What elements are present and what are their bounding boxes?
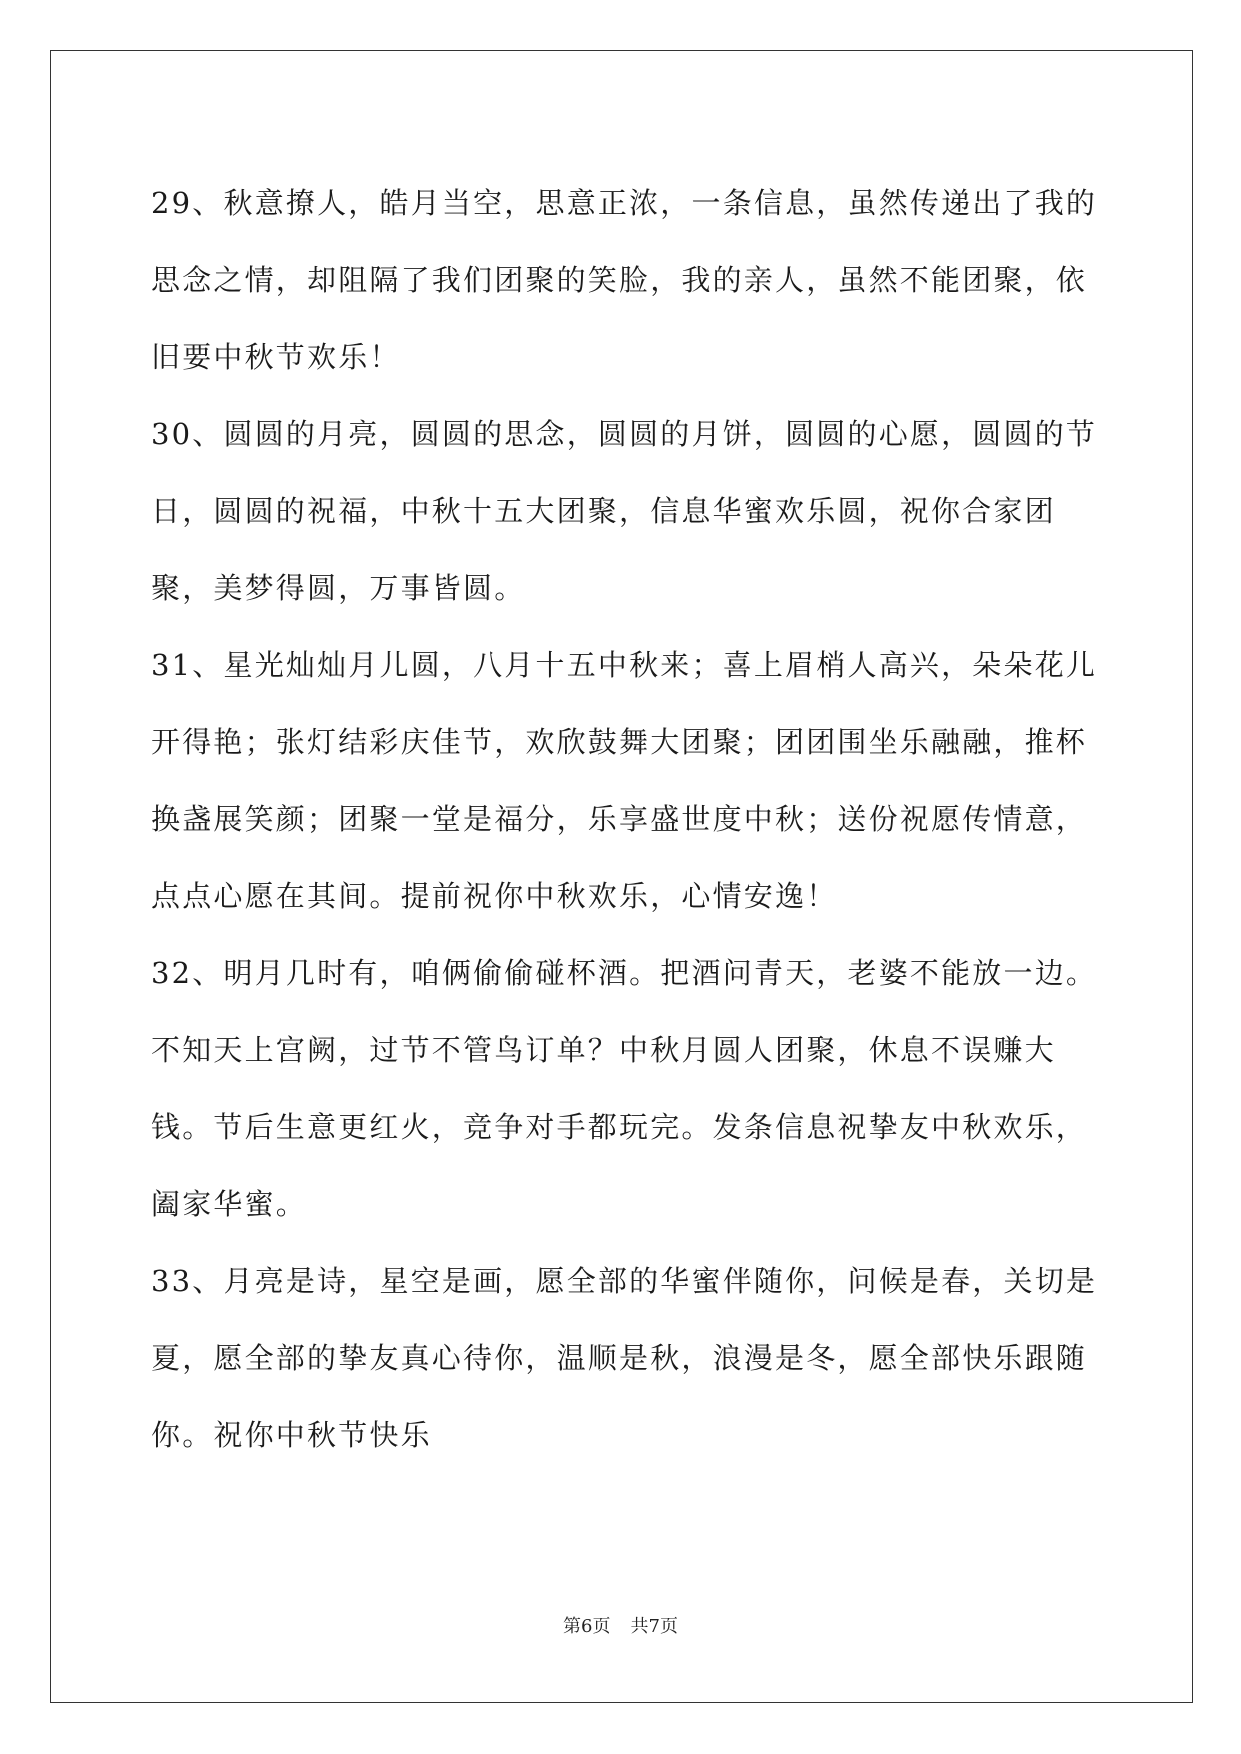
paragraph-33: 33、月亮是诗，星空是画，愿全部的华蜜伴随你，问候是春，关切是夏，愿全部的挚友真心待你，温顺是秋，浪漫是冬，愿全部快乐跟随你。祝你中秋节快乐: [151, 1264, 1098, 1452]
paragraph-29: 29、秋意撩人，皓月当空，思意正浓，一条信息，虽然传递出了我的思念之情，却阻隔了我们团聚的笑脸，我的亲人，虽然不能团聚，依旧要中秋节欢乐！: [151, 186, 1098, 374]
page-number: 第6页: [563, 1616, 611, 1637]
page-footer: [0, 1612, 1241, 1638]
document-body: [151, 165, 1111, 1474]
paragraph-32: 32、明月几时有，咱俩偷偷碰杯酒。把酒问青天，老婆不能放一边。不知天上宫阙，过节不管鸟订单？中秋月圆人团聚，休息不误赚大钱。节后生意更红火，竞争对手都玩完。发条信息祝挚友中秋欢乐，阖家华蜜。: [151, 956, 1098, 1221]
paragraph-31: 31、星光灿灿月儿圆，八月十五中秋来；喜上眉梢人高兴，朵朵花儿开得艳；张灯结彩庆佳节，欢欣鼓舞大团聚；团团围坐乐融融，推杯换盏展笑颜；团聚一堂是福分，乐享盛世度中秋；送份祝愿传情意，点点心愿在其间。提前祝你中秋欢乐，心情安逸！: [151, 648, 1098, 913]
paragraph-30: 30、圆圆的月亮，圆圆的思念，圆圆的月饼，圆圆的心愿，圆圆的节日，圆圆的祝福，中秋十五大团聚，信息华蜜欢乐圆，祝你合家团聚，美梦得圆，万事皆圆。: [151, 417, 1098, 605]
page-total: 共7页: [630, 1616, 678, 1637]
